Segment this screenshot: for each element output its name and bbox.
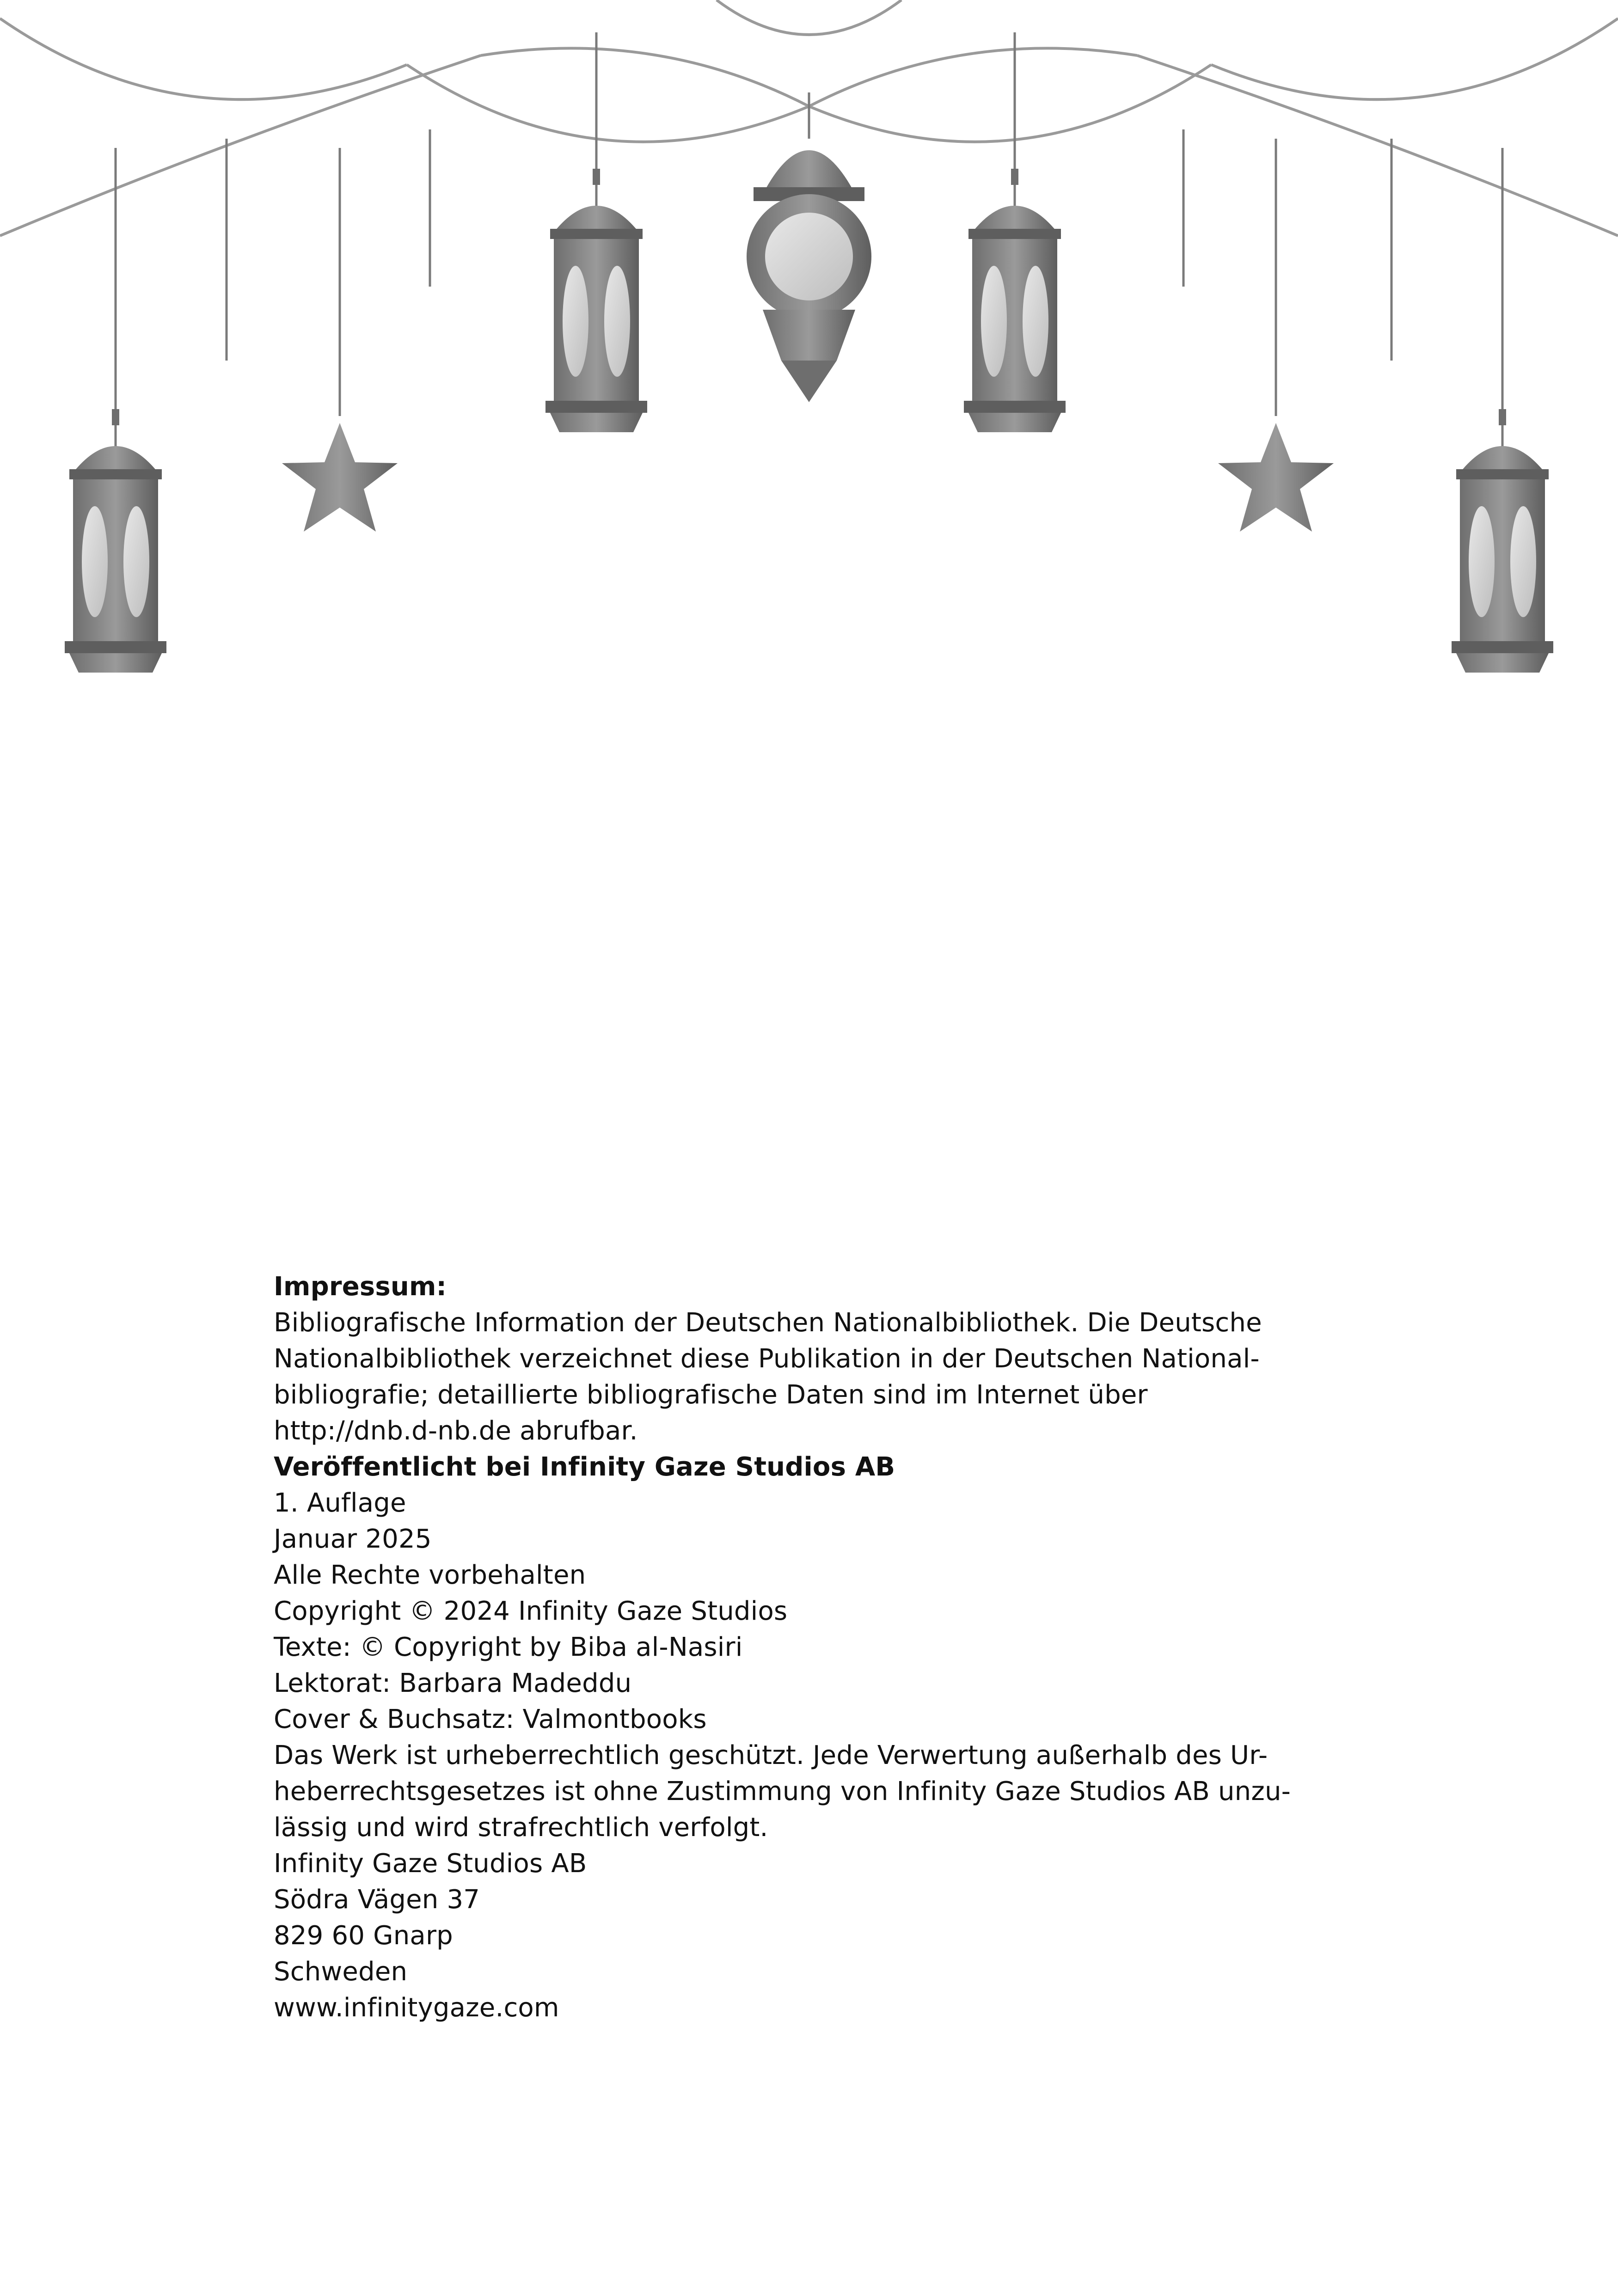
legal-notice-line: lässig und wird strafrechtlich verfolgt. xyxy=(274,1812,768,1843)
lantern-garland-decoration xyxy=(0,0,1618,693)
website-link[interactable]: www.infinitygaze.com xyxy=(274,1993,559,2023)
dnb-notice-line: http://dnb.d-nb.de abrufbar. xyxy=(274,1416,638,1446)
copyright-notice: Copyright © 2024 Infinity Gaze Studios xyxy=(274,1596,788,1626)
lantern-icon xyxy=(964,169,1066,432)
edition: 1. Auflage xyxy=(274,1488,406,1518)
dnb-notice-line: bibliografie; detaillierte bibliografische Daten sind im Internet über xyxy=(274,1380,1148,1410)
star-icon xyxy=(282,423,398,532)
lantern-icon xyxy=(65,409,166,673)
city-address: 829 60 Gnarp xyxy=(274,1921,453,1951)
country: Schweden xyxy=(274,1957,408,1987)
dnb-notice-line: Bibliografische Information der Deutschen Nationalbibliothek. Die Deutsche xyxy=(274,1308,1262,1338)
rights-notice: Alle Rechte vorbehalten xyxy=(274,1560,586,1590)
legal-notice-line: heberrechtsgesetzes ist ohne Zustimmung von Infinity Gaze Studios AB unzu- xyxy=(274,1776,1291,1806)
texts-copyright: Texte: © Copyright by Biba al-Nasiri xyxy=(274,1632,743,1662)
legal-notice-line: Das Werk ist urheberrechtlich geschützt. Jede Verwertung außerhalb des Ur- xyxy=(274,1740,1268,1770)
lantern-icon xyxy=(545,169,647,432)
crescent-moon-icon xyxy=(1183,287,1220,361)
editor-credit: Lektorat: Barbara Madeddu xyxy=(274,1668,632,1698)
cover-credit: Cover & Buchsatz: Valmontbooks xyxy=(274,1704,707,1734)
imprint-heading: Impressum: xyxy=(274,1272,447,1302)
crescent-moon-icon xyxy=(1391,361,1428,435)
lantern-icon xyxy=(1452,409,1553,673)
publisher-heading: Veröffentlicht bei Infinity Gaze Studios AB xyxy=(274,1452,895,1482)
crescent-moon-icon xyxy=(190,361,227,435)
crescent-moon-icon xyxy=(393,287,430,361)
star-icon xyxy=(1218,423,1334,532)
street-address: Södra Vägen 37 xyxy=(274,1885,480,1915)
dnb-notice-line: Nationalbibliothek verzeichnet diese Publikation in der Deutschen National- xyxy=(274,1344,1260,1374)
publication-date: Januar 2025 xyxy=(274,1524,432,1554)
ornate-lantern-icon xyxy=(747,150,871,402)
company-name: Infinity Gaze Studios AB xyxy=(274,1849,587,1879)
imprint-section xyxy=(274,1269,1365,2026)
